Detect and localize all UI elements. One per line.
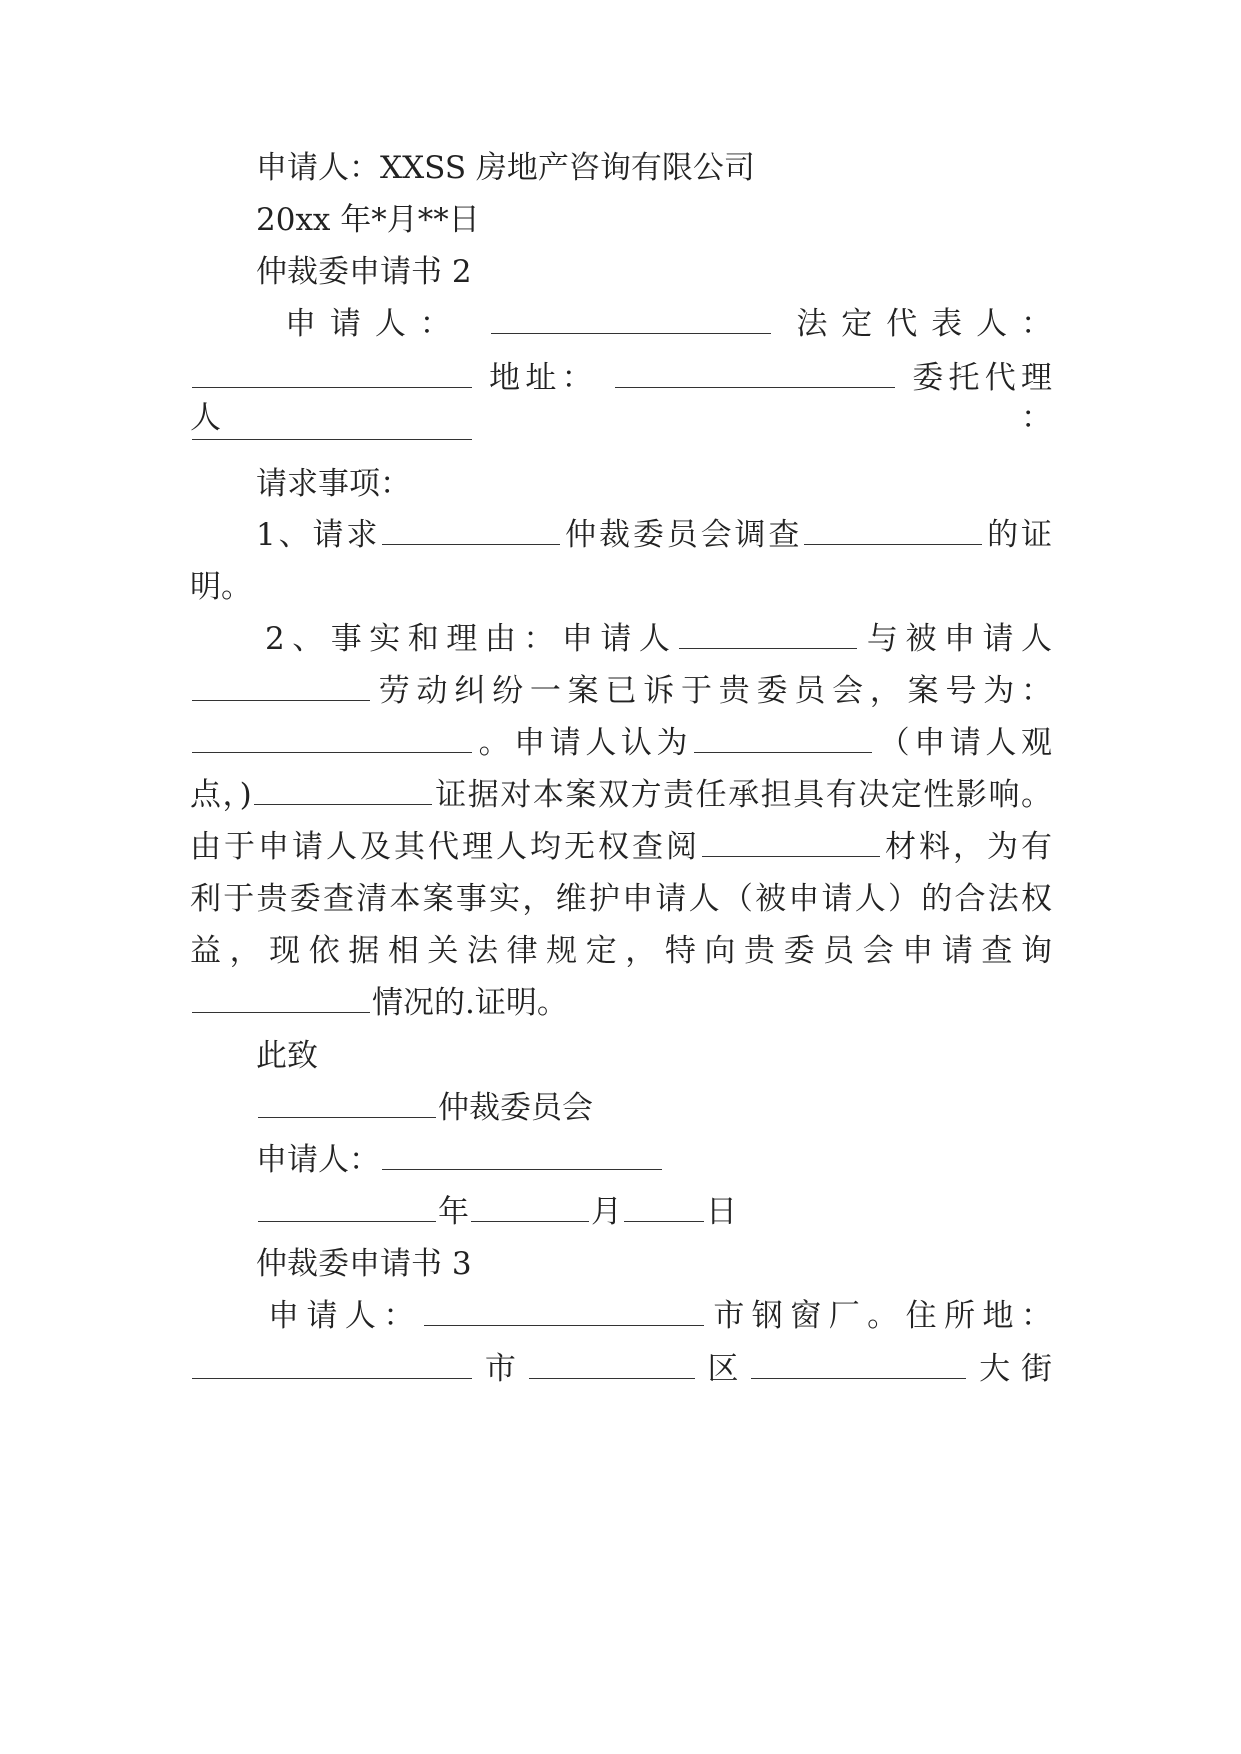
applicant-company-line: 申请人：XXSS 房地产咨询有限公司 (256, 150, 755, 186)
blank (679, 626, 857, 649)
section-heading-2: 仲裁委申请书 2 (256, 254, 472, 290)
blank (615, 365, 895, 388)
blank (424, 1303, 704, 1326)
section-3-line-2: 市 区 大街 (190, 1349, 1052, 1389)
blank (694, 730, 872, 753)
request-2-line-3: 。申请人认为 （申请人观 (190, 723, 1052, 763)
section-3-line-1: 申请人： 市钢窗厂。住所地： (268, 1298, 1053, 1334)
recipient-line: 仲裁委员会 (256, 1088, 1118, 1128)
applicant-info-line-1 (285, 304, 1052, 344)
address-label: 地址： (489, 360, 598, 396)
blank (804, 522, 982, 545)
request-1-line-2: 明。 (190, 569, 252, 605)
blank (254, 782, 432, 805)
request-2-line-7: 益，现依据相关法律规定，特向贵委员会申请查询 (190, 933, 1052, 969)
legal-rep-label: 法定代表人： (796, 306, 1053, 342)
blank (491, 311, 771, 334)
blank (192, 417, 472, 440)
request-2-line-4: 点，) 证据对本案双方责任承担具有决定性影响。 (190, 777, 1052, 813)
blank (192, 730, 472, 753)
blank (192, 365, 472, 388)
blank (382, 522, 560, 545)
request-2-line-8: 情况的.证明。 (190, 983, 1052, 1023)
request-2-line-2: 劳动纠纷一案已诉于贵委员会，案号为： (190, 671, 1052, 711)
blank (471, 1199, 589, 1222)
blank (258, 1095, 436, 1118)
blank (624, 1199, 704, 1222)
agent-label: 委托代理人： (190, 360, 1052, 436)
closing-salutation: 此致 (256, 1038, 318, 1074)
blank (192, 678, 370, 701)
blank (258, 1199, 436, 1222)
applicant-info-line-3 (190, 410, 1052, 450)
blank (192, 990, 370, 1013)
section-heading-3: 仲裁委申请书 3 (256, 1246, 472, 1282)
applicant-label: 申请人： (285, 306, 465, 342)
request-2-line-1: 2、事实和理由：申请人 与被申请人 (265, 621, 1052, 657)
request-1-line-1: 1、请求 仲裁委员会调查 的证 (256, 517, 1053, 553)
signature-date-line: 年 月 日 (256, 1192, 1118, 1232)
signature-line: 申请人： (256, 1140, 1118, 1180)
blank (702, 834, 880, 857)
request-title: 请求事项： (256, 466, 411, 502)
blank (382, 1147, 662, 1170)
request-2-line-6: 利于贵委查清本案事实，维护申请人（被申请人）的合法权 (190, 881, 1052, 917)
date-line: 20xx 年*月**日 (256, 202, 480, 238)
blank (751, 1356, 966, 1379)
request-2-line-5: 由于申请人及其代理人均无权查阅 材料，为有 (190, 829, 1052, 865)
blank (529, 1356, 695, 1379)
blank (192, 1356, 472, 1379)
